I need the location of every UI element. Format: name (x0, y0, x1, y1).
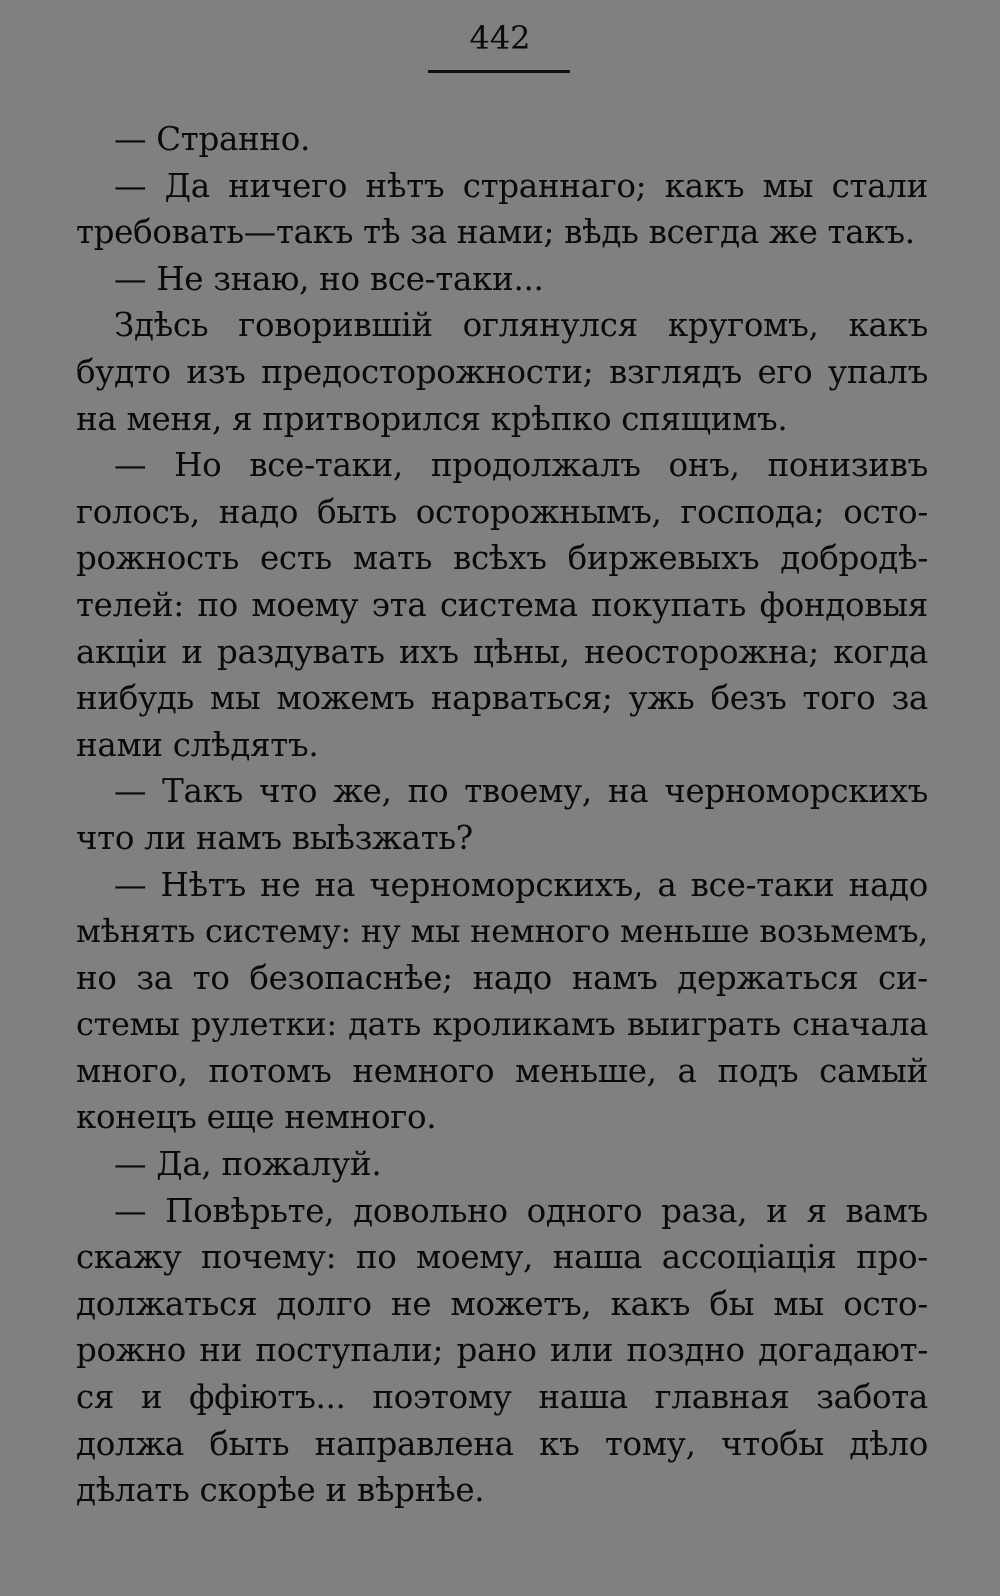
text-line: но за то безопаснѣе; надо намъ держаться си- (76, 958, 928, 997)
text-line: требовать—такъ тѣ за нами; вѣдь всегда же такъ. (76, 213, 915, 252)
text-line: рожность есть мать всѣхъ биржевыхъ добродѣ- (76, 539, 928, 578)
text-line: — Странно. (114, 120, 311, 158)
text-line: рожно ни поступали; рано или поздно догадают- (76, 1331, 928, 1370)
text-line: должаться долго не можетъ, какъ бы мы осто- (76, 1284, 928, 1323)
text-line: много, потомъ немного меньше, а подъ самый (76, 1051, 928, 1090)
text-line: — Да, пожалуй. (114, 1145, 382, 1184)
page-text (76, 116, 928, 1514)
text-line: — Повѣрьте, довольно одного раза, и я вамъ (114, 1191, 928, 1230)
text-line: что ли намъ выѣзжать? (76, 818, 473, 857)
text-line: будто изъ предосторожности; взглядъ его упалъ (76, 352, 928, 391)
text-line: — Не знаю, но все-таки... (114, 259, 544, 298)
text-line: скажу почему: по моему, наша ассоціація про- (76, 1238, 928, 1277)
text-line: мѣнять систему: ну мы немного меньше возьмемъ, (76, 912, 928, 951)
text-line: телей: по моему эта система покупать фондовыя (76, 585, 928, 624)
text-line: конецъ еще немного. (76, 1098, 437, 1137)
text-line: Здѣсь говорившій оглянулся кругомъ, какъ (114, 306, 928, 345)
page-number-rule (428, 70, 570, 73)
text-line: — Да ничего нѣтъ страннаго; какъ мы стали (114, 166, 928, 205)
page-number: 442 (469, 19, 531, 57)
text-line: акціи и раздувать ихъ цѣны, неосторожна; когда (76, 632, 928, 671)
text-line: ся и ффіютъ... поэтому наша главная забота (76, 1378, 928, 1417)
text-line: нибудь мы можемъ нарваться; ужь безъ того за (76, 679, 928, 718)
text-line: дѣлать скорѣе и вѣрнѣе. (76, 1471, 485, 1510)
text-line: должа быть направлена къ тому, чтобы дѣло (76, 1424, 928, 1463)
text-line: стемы рулетки: дать кроликамъ выиграть сначала (76, 1005, 928, 1044)
text-line: нами слѣдятъ. (76, 725, 319, 764)
text-line: — Но все-таки, продолжалъ онъ, понизивъ (114, 446, 928, 485)
text-line: — Нѣтъ не на черноморскихъ, а все-таки надо (114, 865, 928, 904)
text-line: — Такъ что же, по твоему, на черноморскихъ (114, 772, 928, 811)
text-line: на меня, я притворился крѣпко спящимъ. (76, 399, 788, 438)
text-line: голосъ, надо быть осторожнымъ, господа; осто- (76, 492, 928, 531)
